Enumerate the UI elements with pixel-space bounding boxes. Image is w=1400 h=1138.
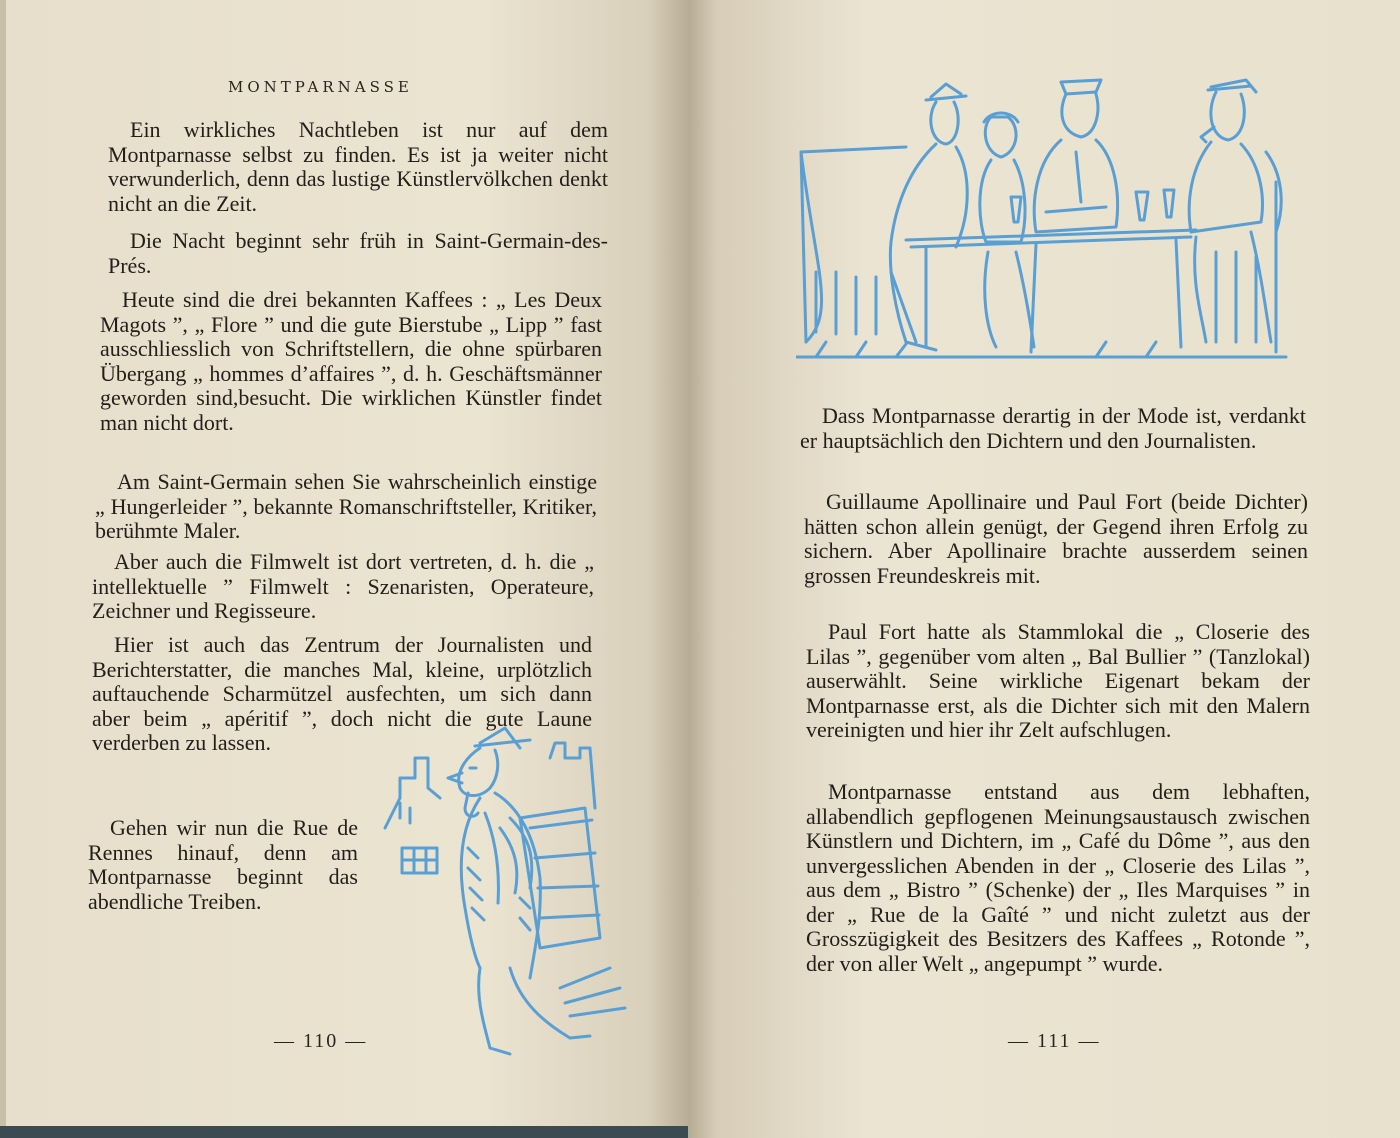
- paragraph: Hier ist auch das Zentrum der Journalisten und Berichterstatter, die manches Mal, kleine, urplötzlich auftauchende Scharmützel ausfechten, um sich dann aber beim „ apéritif ”, doch nicht die gute Laune verderben zu lassen.: [92, 632, 592, 755]
- left-page: [0, 0, 688, 1138]
- paragraph: Montparnasse entstand aus dem lebhaften, allabendlich gepflogenen Meinungsaustausch zwischen Künstlern und Dichtern, im „ Café du Dôme ”, aus den unvergesslichen Abenden in der „ Closerie des Lilas ”, aus dem „ Bistro ” (Schenke) der „ Iles Marquises ” in der „ Rue de la Gaîté ” und nicht zuletzt aus der Grosszügigkeit des Besitzers des Kaffees „ Rotonde ”, der von aller Welt „ angepumpt ” wurde.: [806, 779, 1310, 976]
- paragraph: Paul Fort hatte als Stammlokal die „ Closerie des Lilas ”, gegenüber vom alten „ Bal Bullier ” (Tanzlokal) auserwählt. Seine wirkliche Eigenart bekam der Montparnasse erst, als die Dichter sich mit den Malern vereinigten und hier ihr Zelt aufschlugen.: [806, 619, 1310, 742]
- paragraph: Gehen wir nun die Rue de Rennes hinauf, denn am Montparnasse beginnt das abendliche Treiben.: [88, 815, 358, 914]
- book-cover-edge: [0, 1126, 688, 1138]
- running-head: MONTPARNASSE: [228, 78, 413, 96]
- paragraph: Am Saint-Germain sehen Sie wahrscheinlich einstige „ Hungerleider ”, bekannte Romanschriftsteller, Kritiker, berühmte Maler.: [95, 469, 597, 543]
- paragraph: Aber auch die Filmwelt ist dort vertreten, d. h. die „ intellektuelle ” Filmwelt : Szenaristen, Operateure, Zeichner und Regisseure.: [92, 549, 594, 623]
- paragraph: Heute sind die drei bekannten Kaffees : „ Les Deux Magots ”, „ Flore ” und die gute Bierstube „ Lipp ” fast ausschliesslich von Schriftstellern, die ohne spürbaren Übergang „ hommes d’affaires ”, d. h. Geschäftsmänner geworden sind,besucht. Die wirklichen Künstler findet man nicht dort.: [100, 287, 602, 435]
- paragraph: Dass Montparnasse derartig in der Mode ist, verdankt er hauptsächlich den Dichtern und den Journalisten.: [800, 403, 1306, 453]
- paragraph: Guillaume Apollinaire und Paul Fort (beide Dichter) hätten schon allein genügt, der Gegend ihren Erfolg zu sichern. Aber Apollinaire brachte ausserdem seinen grossen Freundeskreis mit.: [804, 489, 1308, 588]
- cafe-table-sketch: [796, 72, 1296, 372]
- paragraph: Ein wirkliches Nachtleben ist nur auf dem Montparnasse selbst zu finden. Es ist ja weiter nicht verwunderlich, denn das lustige Künstlervölkchen denkt nicht an die Zeit.: [108, 117, 608, 216]
- page-edge: [0, 0, 6, 1138]
- paragraph: Die Nacht beginnt sehr früh in Saint-Germain-des-Prés.: [108, 228, 608, 278]
- page-number: — 111 —: [1008, 1030, 1101, 1052]
- walking-painter-sketch: [370, 718, 640, 1063]
- page-number: — 110 —: [274, 1030, 368, 1052]
- right-page: [688, 0, 1400, 1138]
